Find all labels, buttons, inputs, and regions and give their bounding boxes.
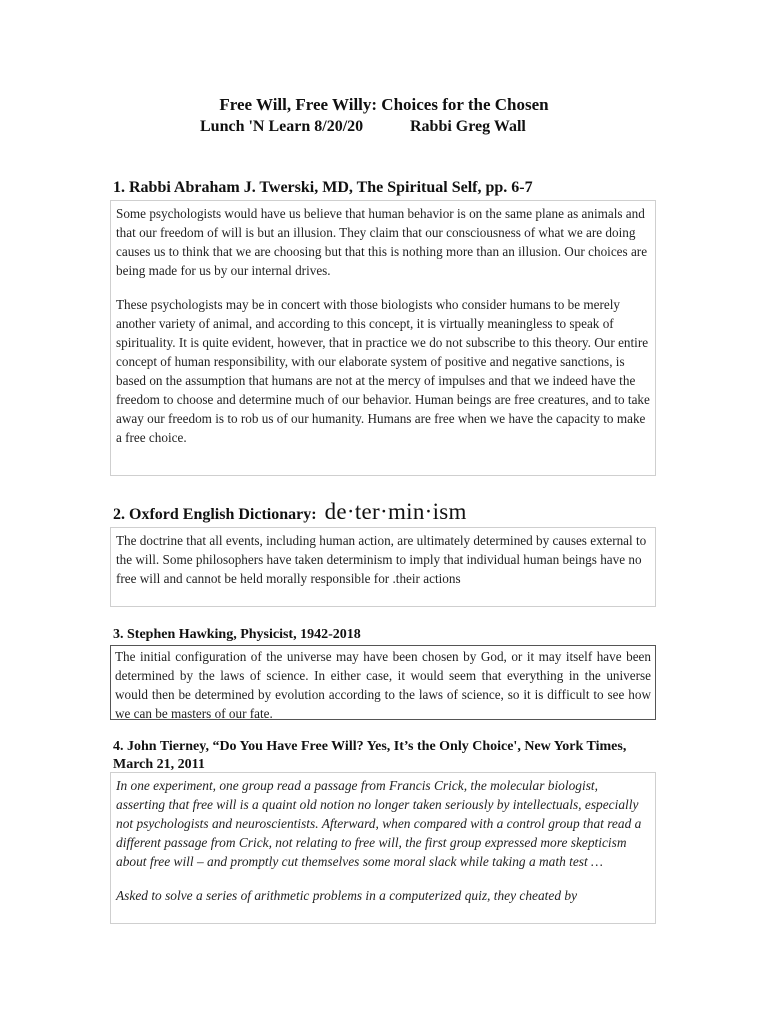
session-label: Lunch 'N Learn 8/20/20: [200, 118, 364, 135]
section-3-paragraph-1: The initial configuration of the universe may have been chosen by God, or it may itself have been determined by the laws of science. In either case, it would seem that everything in the universe would then be determined by evolution according to the laws of science, so it is difficult to see how we can be masters of our fate.: [115, 649, 651, 721]
section-3-quote-box: [110, 645, 656, 720]
section-2-heading-line: [113, 497, 467, 530]
section-1-paragraph-2: These psychologists may be in concert with those biologists who consider humans to be merely another variety of animal, and according to this concept, it is virtually meaningless to speak of spirituality. It is quite evident, however, that in practice we do not subscribe to this theory. Our entire concept of human responsibility, with our elaborate system of positive and negative sanctions, is based on the assumption that humans are not at the mercy of impulses and that we indeed have the freedom to choose and determine much of our behavior. Human beings are free creatures, and to take away our freedom is to rob us of our humanity. Humans are free when we have the capacity to make a free choice.: [116, 297, 650, 445]
author-label: Rabbi Greg Wall: [410, 118, 526, 135]
section-4-quote-box: [110, 772, 656, 924]
dictionary-headword: de·ter·min·ism: [324, 499, 467, 524]
section-1-quote-box: [110, 200, 656, 476]
section-2-paragraph-1: The doctrine that all events, including human action, are ultimately determined by causes external to the will. Some philosophers have taken determinism to imply that individual human beings have no free will and cannot be held morally responsible for .their actions: [116, 533, 647, 586]
section-2-quote-box: [110, 527, 656, 607]
section-4-heading: 4. John Tierney, “Do You Have Free Will? Yes, It’s the Only Choice', New York Times, March 21, 2011: [113, 739, 627, 772]
document-title: Free Will, Free Willy: Choices for the Chosen: [219, 95, 549, 114]
section-4-paragraph-1: In one experiment, one group read a passage from Francis Crick, the molecular biologist, asserting that free will is a quaint old notion no longer taken seriously by intellectuals, especially not psychologists and neuroscientists. Afterward, when compared with a control group that read a different passage from Crick, not relating to free will, the first group expressed more skepticism about free will – and promptly cut themselves some moral slack while taking a math test …: [116, 778, 642, 869]
section-1-paragraph-1: Some psychologists would have us believe that human behavior is on the same plane as animals and that our freedom of will is but an illusion. They claim that our consciousness of what we are doing causes us to think that we are choosing but that this is nothing more than an illusion. Our choices are being made for us by our internal drives.: [116, 206, 648, 278]
section-4-paragraph-2: Asked to solve a series of arithmetic problems in a computerized quiz, they cheated by: [116, 888, 578, 903]
section-3-heading: 3. Stephen Hawking, Physicist, 1942-2018: [113, 627, 361, 642]
section-2-heading: 2. Oxford English Dictionary:: [113, 506, 317, 523]
section-1-heading: 1. Rabbi Abraham J. Twerski, MD, The Spiritual Self, pp. 6-7: [113, 179, 533, 196]
